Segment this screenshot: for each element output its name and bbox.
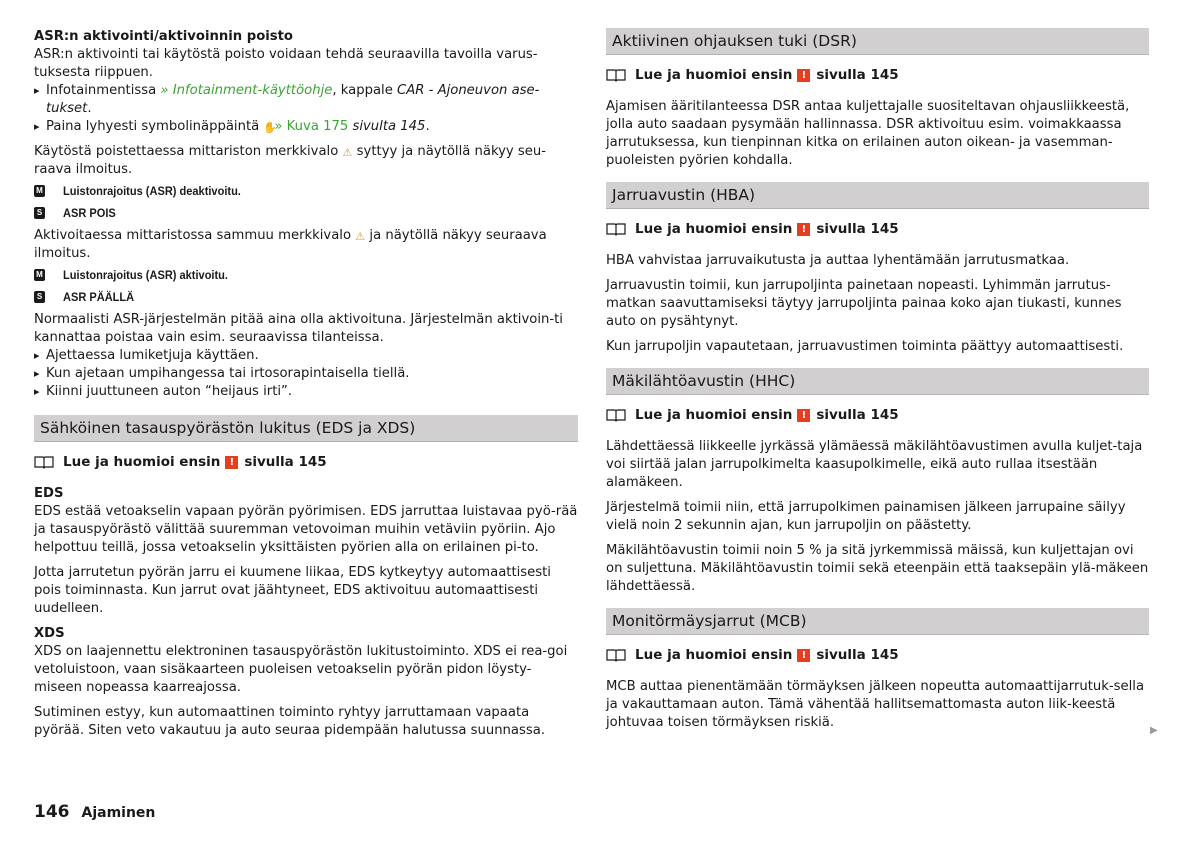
display-message: Luistonrajoitus (ASR) aktivoitu. bbox=[63, 268, 228, 282]
hhc-section-title: Mäkilähtöavustin (HHC) bbox=[606, 368, 1149, 395]
ref-page: sivulla 145 bbox=[816, 647, 899, 663]
left-column bbox=[34, 28, 578, 747]
book-icon bbox=[34, 455, 54, 469]
page-footer bbox=[34, 802, 155, 822]
right-column bbox=[606, 28, 1149, 739]
figure-link[interactable]: » Kuva 175 bbox=[274, 119, 349, 134]
hhc-paragraph-2: Järjestelmä toimii niin, että jarrupolkimen painamisen jälkeen jarrupaine säilyy vielä noin 2 sekunnin ajan, kun jarrupoljin on päästetty. bbox=[606, 500, 1126, 533]
s-display-icon: S bbox=[34, 207, 45, 219]
bullet-infotainment bbox=[34, 82, 578, 118]
eds-paragraph-2: Jotta jarrutetun pyörän jarru ei kuumene liikaa, EDS kytkeytyy automaattisesti pois toiminnasta. Kun jarrut ovat jäähtyneet, EDS aktivoituu automaattisesti uudelleen. bbox=[34, 565, 551, 616]
display-m-row bbox=[34, 267, 578, 283]
text: syttyy ja näytöllä näkyy seu-raava ilmoitus. bbox=[34, 144, 547, 177]
hhc-read-first-ref[interactable] bbox=[606, 405, 1149, 425]
bullet-text: , kappale bbox=[332, 83, 398, 98]
ref-page: sivulla 145 bbox=[816, 221, 899, 237]
mcb-section-title: Monitörmäysjarrut (MCB) bbox=[606, 608, 1149, 635]
book-icon bbox=[606, 222, 626, 236]
eds-paragraph-1: EDS estää vetoakselin vapaan pyörän pyörimisen. EDS jarruttaa luistavaa pyö-rää ja tasauspyörästö välittää suuremman vetovoiman muihin vetäviin pyöriin. Ajo helpottuu teillä, jossa vetoakselin yksittäisten pyörien alla on erilainen pi-to. bbox=[34, 504, 578, 555]
asr-lamp-icon: ⚠ bbox=[355, 230, 366, 243]
bullet-text: Infotainmentissa bbox=[46, 83, 161, 98]
dsr-section-title: Aktiivinen ohjauksen tuki (DSR) bbox=[606, 28, 1149, 55]
hhc-paragraph-3: Mäkilähtöavustin toimii noin 5 % ja sitä jyrkemmissä mäissä, kun kuljettajan ovi on suljettuna. Mäkilähtöavustin toimii sekä eteenpäin että taaksepäin ylä-mäkeen lähdettäessä. bbox=[606, 543, 1149, 594]
display-s-row bbox=[34, 289, 578, 305]
bullet-deep-snow: ▸ Kun ajetaan umpihangessa tai irtosorapintaisella tiellä. bbox=[34, 365, 578, 383]
hba-paragraph-1: HBA vahvistaa jarruvaikutusta ja auttaa lyhentämään jarrutusmatkaa. bbox=[606, 253, 1070, 268]
next-page-arrow-icon: ▶ bbox=[1150, 725, 1158, 736]
book-icon bbox=[606, 408, 626, 422]
hba-read-first-ref[interactable] bbox=[606, 219, 1149, 239]
text: ja näytöllä näkyy seuraava ilmoitus. bbox=[34, 228, 547, 261]
display-message: ASR POIS bbox=[63, 206, 116, 220]
warning-icon: ! bbox=[797, 409, 810, 422]
infotainment-link[interactable]: » Infotainment-käyttöohje bbox=[160, 83, 333, 98]
xds-heading: XDS bbox=[34, 626, 65, 641]
display-message: Luistonrajoitus (ASR) deaktivoitu. bbox=[63, 184, 241, 198]
asr-activation-heading: ASR:n aktivointi/aktivoinnin poisto bbox=[34, 29, 293, 44]
display-m-row bbox=[34, 183, 578, 199]
bullet-text: . bbox=[87, 101, 92, 116]
activation-text bbox=[34, 227, 578, 263]
warning-icon: ! bbox=[797, 69, 810, 82]
book-icon bbox=[606, 648, 626, 662]
normal-asr-text: Normaalisti ASR-järjestelmän pitää aina olla aktivoituna. Järjestelmän aktivoin-ti kannattaa poistaa vain esim. seuraavissa tilanteissa. bbox=[34, 312, 563, 345]
mcb-paragraph: MCB auttaa pienentämään törmäyksen jälkeen nopeutta automaattijarrutuk-sella ja vakauttamaan auton. Tämä vähentää hallitsemattomasta auton liik-keestä johtuvaa toisen törmäyksen riskiä. bbox=[606, 679, 1145, 730]
mcb-read-first-ref[interactable] bbox=[606, 645, 1149, 665]
hba-paragraph-2: Jarruavustin toimii, kun jarrupoljinta painetaan nopeasti. Lyhimmän jarrutus-matkan saavuttamiseksi täytyy jarrupoljinta painaa koko ajan tiukasti, kunnes auto on pysähtynyt. bbox=[606, 278, 1122, 329]
warning-icon: ! bbox=[225, 456, 238, 469]
xds-paragraph-1: XDS on laajennettu elektroninen tasauspyörästön lukitustoiminto. XDS ei rea-goi vetoluistoon, vaan sisäkaarteen puoleisen vetoakselin pyörän pidon löysty-miseen nopeassa kaarreajossa. bbox=[34, 644, 568, 695]
bullet-snow-chains: ▸ Ajettaessa lumiketjuja käyttäen. bbox=[34, 347, 578, 365]
s-display-icon: S bbox=[34, 291, 45, 303]
ref-page: sivulla 145 bbox=[816, 407, 899, 423]
ref-page: sivulla 145 bbox=[244, 454, 327, 470]
hba-section-title: Jarruavustin (HBA) bbox=[606, 182, 1149, 209]
ref-text: Lue ja huomioi ensin bbox=[635, 407, 793, 423]
bullet-symbol-button bbox=[34, 118, 578, 136]
bullet-text: Paina lyhyesti symbolinäppäintä bbox=[46, 119, 264, 134]
ref-text: Lue ja huomioi ensin bbox=[635, 67, 793, 83]
bullet-text: . bbox=[425, 119, 430, 134]
xds-paragraph-2: Sutiminen estyy, kun automaattinen toiminto ryhtyy jarruttamaan vapaata pyörää. Siten veto vakautuu ja auto seuraa pidempään halutussa suunnassa. bbox=[34, 705, 546, 738]
ref-text: Lue ja huomioi ensin bbox=[635, 221, 793, 237]
bullet-italic: CAR - Ajoneuvon ase-tukset bbox=[46, 83, 540, 116]
eds-heading: EDS bbox=[34, 486, 64, 501]
ref-page: sivulla 145 bbox=[816, 67, 899, 83]
eds-section-title: Sähköinen tasauspyörästön lukitus (EDS ja XDS) bbox=[34, 415, 578, 442]
bullet-stuck-car: ▸ Kiinni juuttuneen auton “heijaus irti”. bbox=[34, 383, 578, 401]
dsr-read-first-ref[interactable] bbox=[606, 65, 1149, 85]
ref-text: Lue ja huomioi ensin bbox=[63, 454, 221, 470]
chapter-name: Ajaminen bbox=[81, 805, 156, 821]
dsr-paragraph: Ajamisen ääritilanteessa DSR antaa kuljettajalle suositeltavan ohjausliikkeestä, jolla auto saadaan pysymään hallinnassa. DSR aktivoituu esim. voimakkaassa jarrutuksessa, kun tienpinnan kitka on erilainen auton oikean- ja vasemman-puoleisten pyörien kohdalla. bbox=[606, 99, 1130, 168]
asr-intro: ASR:n aktivointi tai käytöstä poisto voidaan tehdä seuraavilla tavoilla varus-tuksesta riippuen. bbox=[34, 47, 538, 80]
m-display-icon: M bbox=[34, 185, 45, 197]
m-display-icon: M bbox=[34, 269, 45, 281]
text: Aktivoitaessa mittaristossa sammuu merkkivalo bbox=[34, 228, 356, 243]
display-message: ASR PÄÄLLÄ bbox=[63, 290, 135, 304]
asr-lamp-icon: ⚠ bbox=[342, 146, 353, 159]
hhc-paragraph-1: Lähdettäessä liikkeelle jyrkässä ylämäessä mäkilähtöavustimen avulla kuljet-taja voi siirtää jalan jarrupolkimelta kaasupolkimelle, eikä auto rullaa itsestään alamäkeen. bbox=[606, 439, 1143, 490]
eds-read-first-ref[interactable] bbox=[34, 452, 578, 472]
display-s-row bbox=[34, 205, 578, 221]
warning-icon: ! bbox=[797, 223, 810, 236]
page-number: 146 bbox=[34, 802, 70, 822]
book-icon bbox=[606, 68, 626, 82]
hba-paragraph-3: Kun jarrupoljin vapautetaan, jarruavustimen toiminta päättyy automaattisesti. bbox=[606, 339, 1124, 354]
deactivation-text bbox=[34, 143, 578, 179]
warning-icon: ! bbox=[797, 649, 810, 662]
text: Käytöstä poistettaessa mittariston merkkivalo bbox=[34, 144, 343, 159]
bullet-italic: sivulta 145 bbox=[348, 119, 426, 134]
ref-text: Lue ja huomioi ensin bbox=[635, 647, 793, 663]
asr-button-icon: ✋ bbox=[263, 121, 278, 134]
